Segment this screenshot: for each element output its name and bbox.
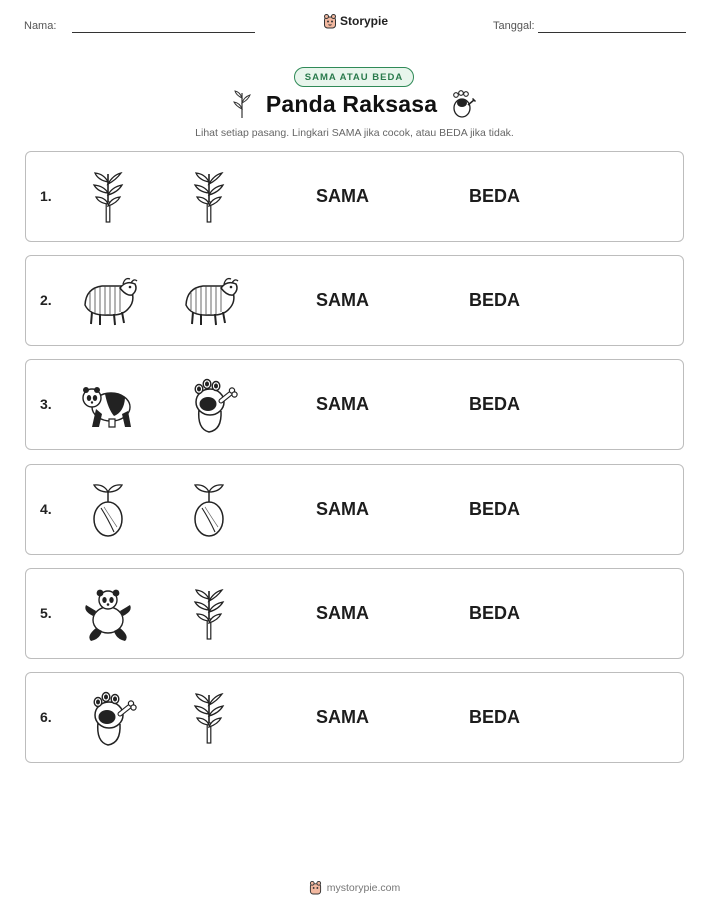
- different-option[interactable]: BEDA: [469, 603, 521, 623]
- footer-url[interactable]: mystorypie.com: [326, 881, 401, 894]
- sprouting-seed-icon: [78, 481, 138, 539]
- same-option[interactable]: SAMA: [316, 499, 369, 519]
- name-label: Nama:: [24, 20, 57, 32]
- row-number: 6.: [40, 709, 52, 725]
- sprouting-seed-icon: [179, 481, 239, 539]
- row-number: 4.: [40, 501, 52, 517]
- same-option[interactable]: SAMA: [316, 186, 369, 206]
- exercise-row: [25, 672, 684, 763]
- row-number: 2.: [40, 292, 52, 308]
- exercise-row: [25, 568, 684, 659]
- instructions: Lihat setiap pasang. Lingkari SAMA jika cocok, atau BEDA jika tidak.: [195, 127, 514, 139]
- row-number: 5.: [40, 605, 52, 621]
- activity-badge: SAMA ATAU BEDA: [294, 67, 414, 87]
- date-field-line[interactable]: [538, 32, 686, 33]
- name-field-line[interactable]: [72, 32, 255, 33]
- storypie-logo-icon: [323, 13, 337, 29]
- bamboo-sprig-icon: [179, 585, 239, 643]
- walking-panda-icon: [78, 376, 138, 434]
- exercise-row: [25, 151, 684, 242]
- different-option[interactable]: BEDA: [469, 499, 521, 519]
- same-option[interactable]: SAMA: [316, 290, 369, 310]
- brand-name: Storypie: [340, 14, 389, 28]
- takin-icon: [179, 272, 239, 330]
- title-row: [0, 89, 709, 119]
- different-option[interactable]: BEDA: [469, 290, 521, 310]
- different-option[interactable]: BEDA: [469, 186, 521, 206]
- bamboo-sprig-icon: [179, 689, 239, 747]
- same-option[interactable]: SAMA: [316, 603, 369, 623]
- bamboo-sprig-icon: [232, 89, 252, 119]
- panda-paw-icon: [451, 89, 477, 119]
- different-option[interactable]: BEDA: [469, 707, 521, 727]
- bamboo-sprig-icon: [78, 168, 138, 226]
- storypie-logo-icon: [309, 880, 322, 895]
- exercise-row: [25, 255, 684, 346]
- row-number: 1.: [40, 188, 52, 204]
- exercise-row: [25, 359, 684, 450]
- bamboo-sprig-icon: [179, 168, 239, 226]
- exercise-row: [25, 464, 684, 555]
- same-option[interactable]: SAMA: [316, 394, 369, 414]
- date-label: Tanggal:: [493, 20, 535, 32]
- page-title: Panda Raksasa: [265, 90, 438, 117]
- footer: [0, 880, 709, 895]
- panda-paw-icon: [78, 689, 138, 747]
- same-option[interactable]: SAMA: [316, 707, 369, 727]
- sitting-panda-icon: [78, 585, 138, 643]
- takin-icon: [78, 272, 138, 330]
- different-option[interactable]: BEDA: [469, 394, 521, 414]
- row-number: 3.: [40, 396, 52, 412]
- brand: [323, 13, 388, 29]
- panda-paw-icon: [179, 376, 239, 434]
